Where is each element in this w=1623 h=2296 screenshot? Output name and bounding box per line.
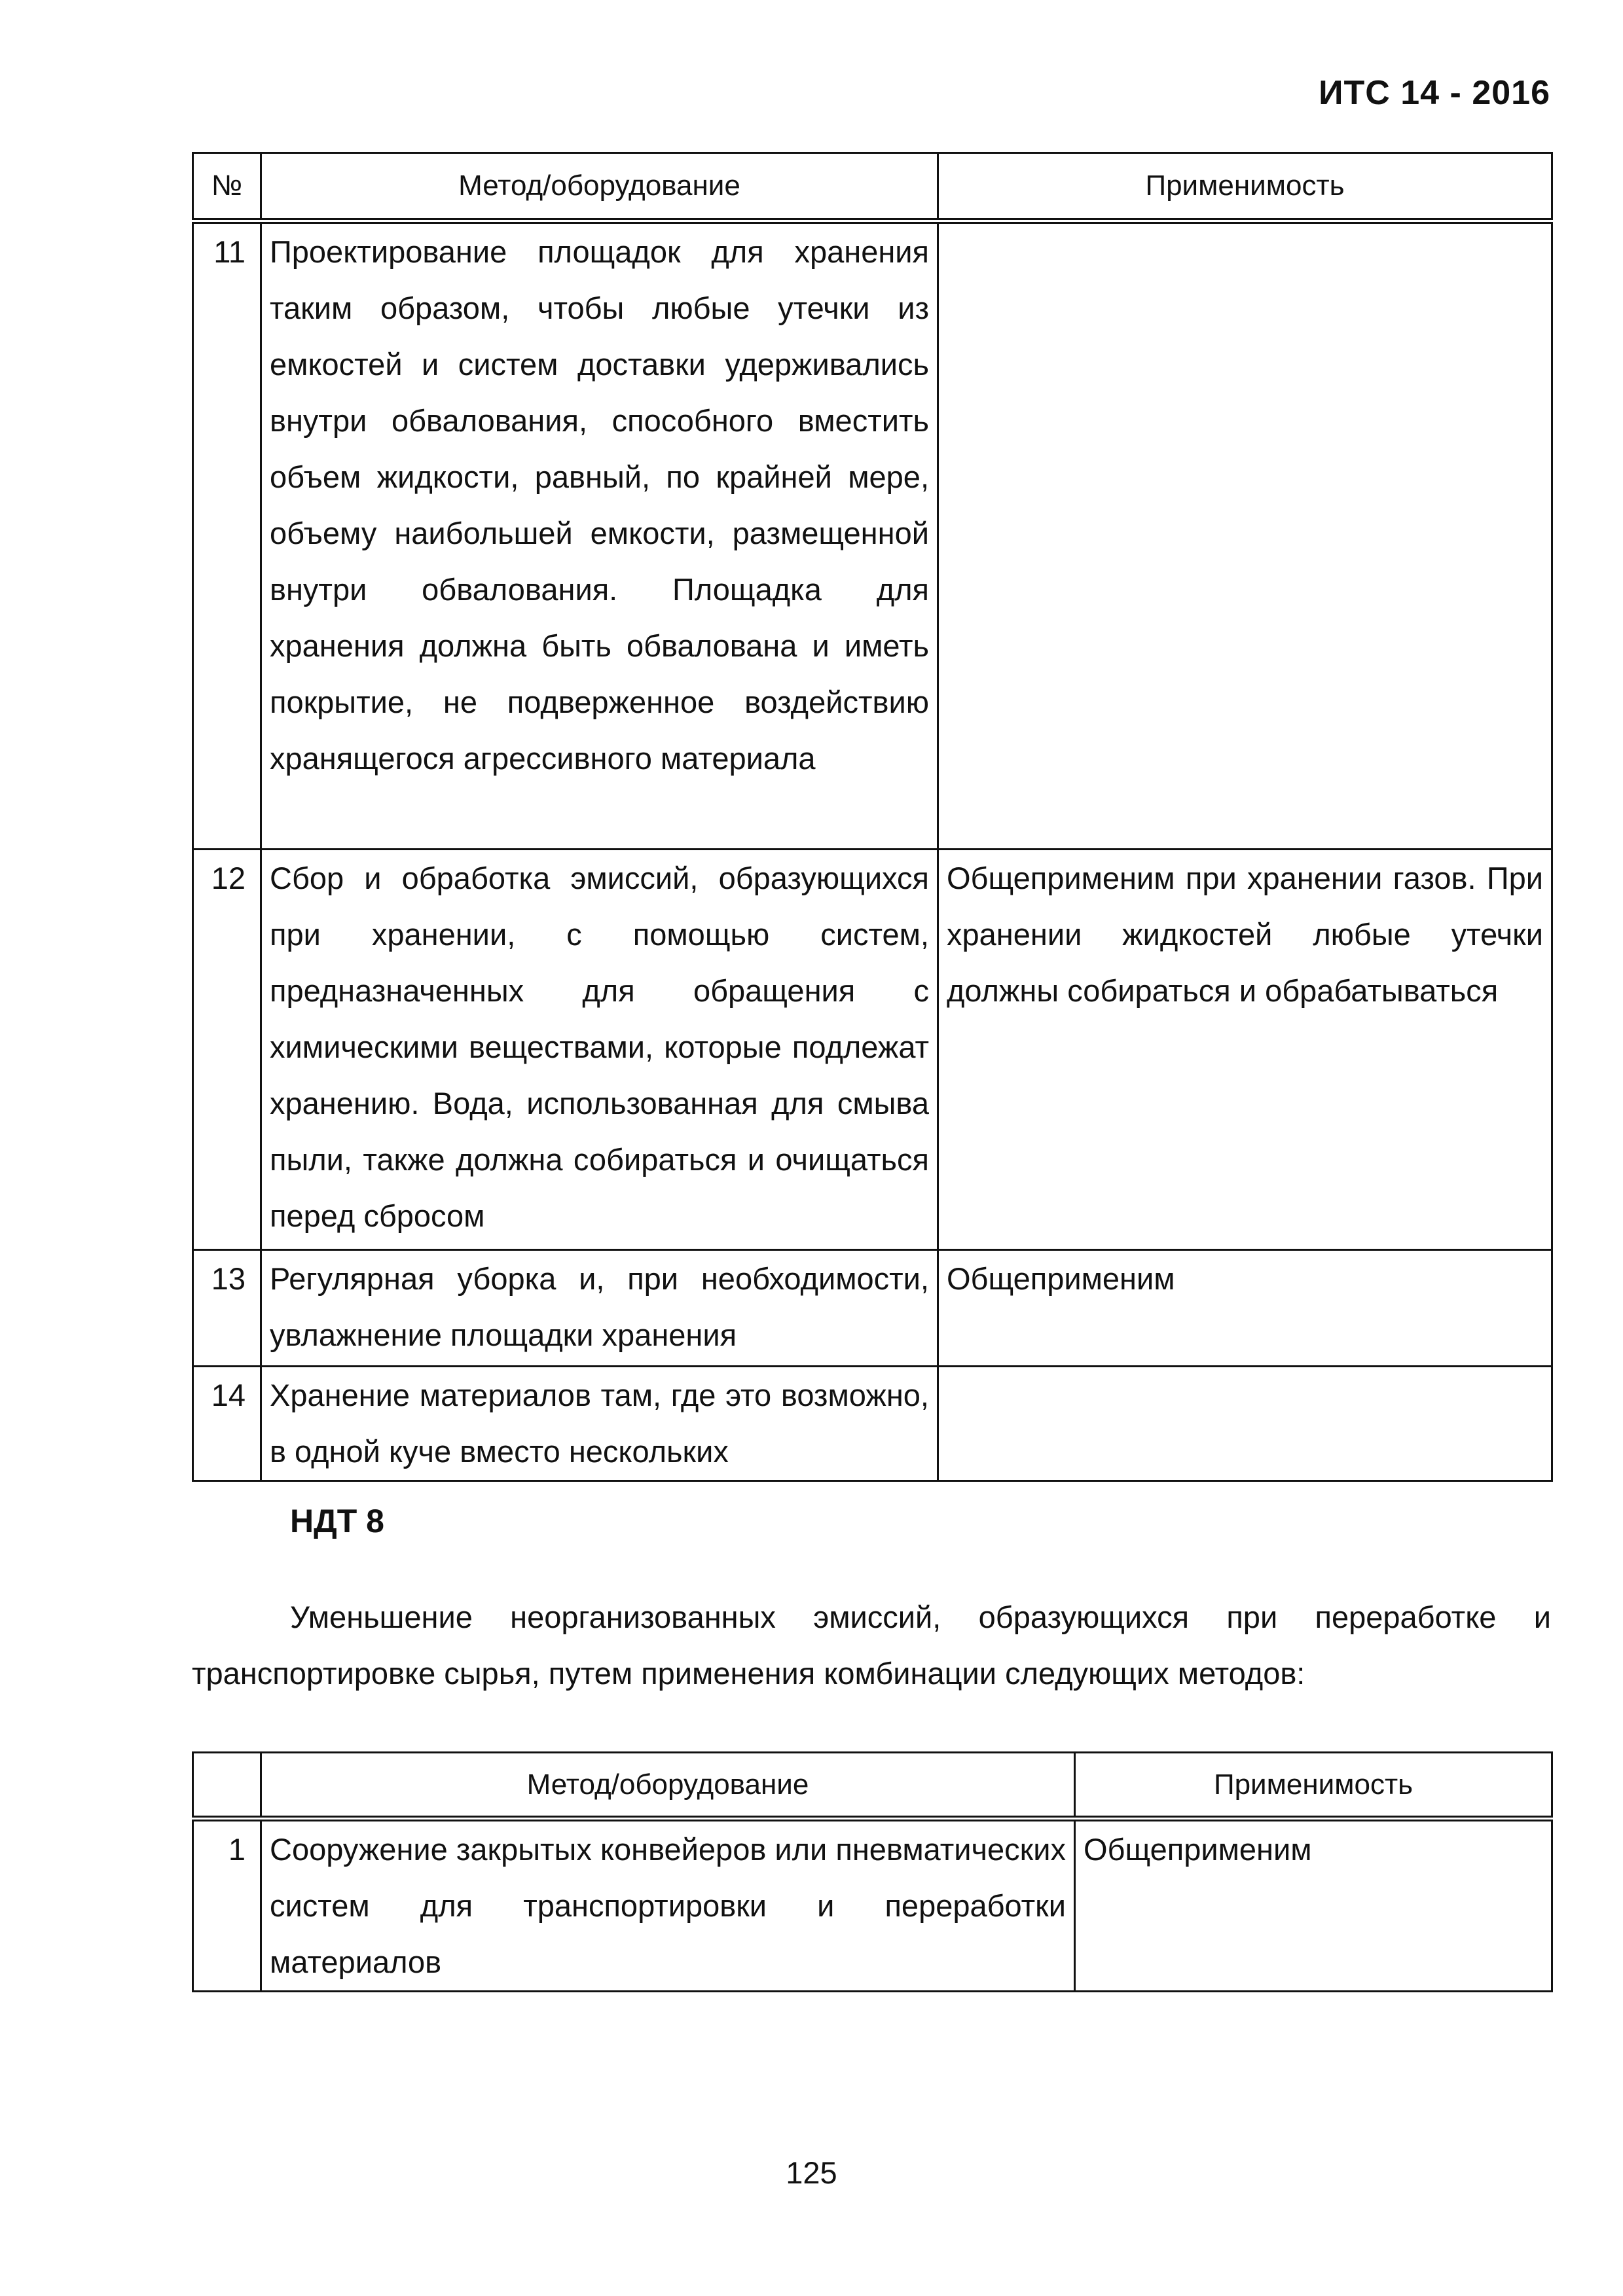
row-method: Хранение материалов там, где это возможно, в одной куче вместо нескольких [261, 1367, 938, 1481]
row-number: 1 [193, 1819, 261, 1992]
row-method: Проектирование площадок для хранения таким образом, чтобы любые утечки из емкостей и систем доставки удерживались внутри обвалования, способного вместить объем жидкости, равный, по крайней мере, объему наибольшей емкости, размещенной внутри обвалования. Площадка для хранения должна быть обвалована и иметь покрытие, не подверженное воздействию хранящегося агрессивного материала [261, 221, 938, 850]
table-row [193, 850, 1552, 1250]
row-method: Сбор и обработка эмиссий, образующихся при хранении, с помощью систем, предназначенных для обращения с химическими веществами, которые подлежат хранению. Вода, использованная для смыва пыли, также должна собираться и очищаться перед сбросом [261, 850, 938, 1250]
table-row [193, 1819, 1552, 1992]
row-applicability: Общеприменим при хранении газов. При хранении жидкостей любые утечки должны собираться и обрабатываться [938, 850, 1552, 1250]
column-header-applicability: Применимость [938, 153, 1552, 221]
row-method: Регулярная уборка и, при необходимости, увлажнение площадки хранения [261, 1250, 938, 1367]
table-row [193, 1367, 1552, 1481]
page-number: 125 [786, 2155, 837, 2190]
row-applicability: Общеприменим [1075, 1819, 1552, 1992]
section-heading: НДТ 8 [290, 1503, 384, 1539]
section-paragraph: Уменьшение неорганизованных эмиссий, образующихся при переработке и транспортировке сырья, путем применения комбинации следующих методов: [192, 1600, 1551, 1691]
column-header-number [193, 1753, 261, 1819]
column-header-method: Метод/оборудование [261, 1753, 1075, 1819]
table-row [193, 221, 1552, 850]
row-number: 12 [193, 850, 261, 1250]
table-header-row [193, 153, 1552, 221]
methods-table-1 [192, 152, 1553, 1482]
table-row [193, 1250, 1552, 1367]
column-header-method: Метод/оборудование [261, 153, 938, 221]
column-header-number: № [193, 153, 261, 221]
row-number: 14 [193, 1367, 261, 1481]
column-header-applicability: Применимость [1075, 1753, 1552, 1819]
row-applicability [938, 221, 1552, 850]
row-number: 13 [193, 1250, 261, 1367]
table-header-row [193, 1753, 1552, 1819]
row-method: Сооружение закрытых конвейеров или пневматических систем для транспортировки и переработки материалов [261, 1819, 1075, 1992]
row-number: 11 [193, 221, 261, 850]
row-applicability [938, 1367, 1552, 1481]
methods-table-2 [192, 1751, 1553, 1992]
document-code: ИТС 14 - 2016 [1319, 74, 1550, 112]
row-applicability: Общеприменим [938, 1250, 1552, 1367]
